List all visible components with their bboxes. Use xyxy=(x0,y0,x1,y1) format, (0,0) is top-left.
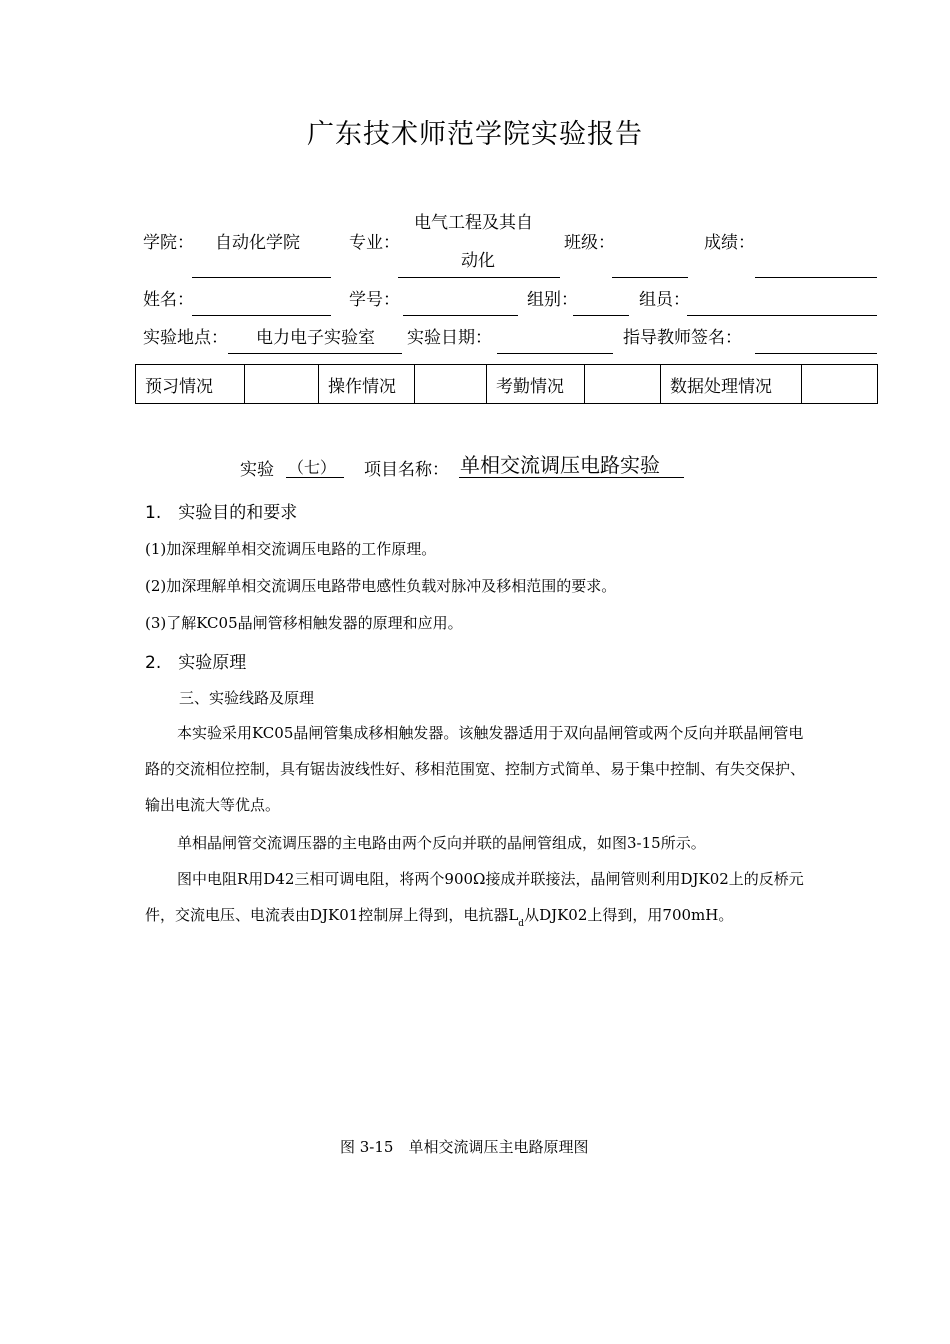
project-name-underline xyxy=(459,477,684,478)
group-label: 组别： xyxy=(527,290,578,310)
principle-paragraph-2: 单相晶闸管交流调压器的主电路由两个反向并联的晶闸管组成，如图3-15所示。 xyxy=(177,834,706,852)
college-value: 自动化学院 xyxy=(215,233,300,253)
list-item: (2)加深理解单相交流调压电路带电感性负载对脉冲及移相范围的要求。 xyxy=(145,577,617,595)
experiment-prefix: 实验 xyxy=(240,460,274,480)
list-item: (1)加深理解单相交流调压电路的工作原理。 xyxy=(145,540,437,558)
location-label: 实验地点： xyxy=(143,328,228,348)
name-label: 姓名： xyxy=(143,290,194,310)
attendance-label: 考勤情况 xyxy=(487,365,585,404)
preview-label: 预习情况 xyxy=(136,365,245,404)
student-id-label: 学号： xyxy=(349,290,400,310)
major-label: 专业： xyxy=(349,233,400,253)
data-processing-cell xyxy=(802,365,878,404)
major-underline xyxy=(398,277,560,278)
section2-subheading: 三、实验线路及原理 xyxy=(179,689,315,707)
major-value-line1: 电气工程及其自 xyxy=(414,213,533,233)
experiment-number-underline xyxy=(286,477,344,478)
principle-paragraph-3 xyxy=(145,861,815,942)
name-underline xyxy=(192,315,331,316)
list-item: (3)了解KC05晶闸管移相触发器的原理和应用。 xyxy=(145,614,463,632)
section2-heading: 2. 实验原理 xyxy=(145,653,247,673)
status-table xyxy=(135,364,878,404)
data-processing-label: 数据处理情况 xyxy=(661,365,802,404)
group-underline xyxy=(573,315,629,316)
operation-label: 操作情况 xyxy=(319,365,415,404)
operation-cell xyxy=(415,365,487,404)
date-label: 实验日期： xyxy=(407,328,492,348)
para3-text-b: 从DJK02上得到，用700mH。 xyxy=(524,906,734,924)
attendance-cell xyxy=(585,365,661,404)
inductor-subscript: d xyxy=(518,919,525,929)
project-label: 项目名称： xyxy=(364,460,449,480)
location-value: 电力电子实验室 xyxy=(256,328,375,348)
experiment-number: （七） xyxy=(288,458,337,477)
student-id-underline xyxy=(403,315,518,316)
teacher-underline xyxy=(755,353,877,354)
principle-paragraph-1: 本实验采用KC05晶闸管集成移相触发器。该触发器适用于双向晶闸管或两个反向并联晶闸管电路的交流相位控制，具有锯齿波线性好、移相范围宽、控制方式简单、易于集中控制、有失交保护、输出电流大等优点。 xyxy=(145,724,806,814)
college-label: 学院： xyxy=(143,233,194,253)
major-value-line2: 动化 xyxy=(461,251,495,271)
class-label: 班级： xyxy=(564,233,615,253)
grade-label: 成绩： xyxy=(704,233,755,253)
table-row xyxy=(136,365,878,404)
teacher-label: 指导教师签名： xyxy=(623,328,742,348)
date-underline xyxy=(497,353,613,354)
class-underline xyxy=(612,277,688,278)
figure-caption: 图 3-15 单相交流调压主电路原理图 xyxy=(340,1138,589,1156)
section1-heading: 1. 实验目的和要求 xyxy=(145,503,298,523)
para3-text-a: 图中电阻R用D42三相可调电阻，将两个900Ω接成并联接法，晶闸管则利用DJK02上的反桥元件，交流电压、电流表由DJK01控制屏上得到，电抗器L xyxy=(145,870,804,924)
location-underline xyxy=(228,353,402,354)
members-label: 组员： xyxy=(639,290,690,310)
members-underline xyxy=(687,315,877,316)
college-underline xyxy=(192,277,331,278)
project-name: 单相交流调压电路实验 xyxy=(460,453,660,477)
page-title: 广东技术师范学院实验报告 xyxy=(307,119,643,150)
grade-underline xyxy=(755,277,877,278)
preview-cell xyxy=(245,365,319,404)
